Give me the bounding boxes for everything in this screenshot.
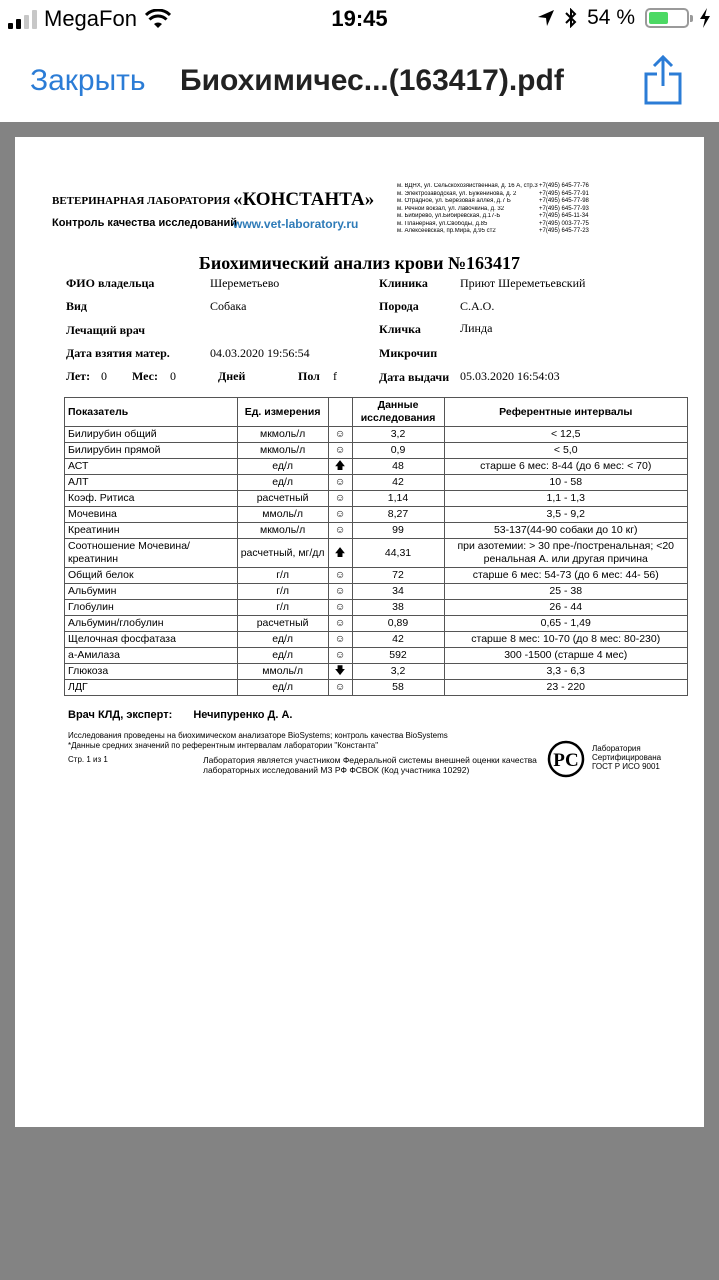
pdf-page (15, 137, 704, 1127)
months-value: 0 (170, 369, 176, 383)
reference-note: *Данные средних значений по референтным интервалам лаборатории "Константа" (68, 741, 379, 750)
reference-cell: 3,3 - 6,3 (444, 664, 688, 680)
units-cell: расчетный (237, 491, 328, 507)
header-reference: Референтные интервалы (444, 398, 688, 427)
reference-cell: старше 6 мес: 54-73 (до 6 мес: 44- 56) (444, 568, 688, 584)
document-title: Биохимичес...(163417).pdf (180, 64, 564, 97)
chip-label: Микрочип (379, 346, 438, 360)
indicator-cell: Билирубин прямой (65, 443, 238, 459)
lab-name: «КОНСТАНТА» (233, 189, 375, 210)
page-number: Стр. 1 из 1 (68, 755, 108, 764)
contact-phone: +7(495) 003-77-75 (539, 220, 589, 227)
contact-row (397, 206, 589, 214)
indicator-cell: Коэф. Ритиса (65, 491, 238, 507)
indicator-cell: а-Амилаза (65, 648, 238, 664)
result-cell: 0,89 (352, 616, 444, 632)
status-bar (0, 0, 719, 40)
cert-line-2: Сертифицирована (592, 753, 662, 762)
table-row (65, 632, 688, 648)
reference-cell: 53-137(44-90 собаки до 10 кг) (444, 523, 688, 539)
svg-text:РС: РС (553, 750, 579, 771)
units-cell: ед/л (237, 680, 328, 696)
reference-cell: 1,1 - 1,3 (444, 491, 688, 507)
charging-bolt-icon (699, 8, 711, 28)
bluetooth-icon (565, 8, 577, 28)
indicator-cell: Мочевина (65, 507, 238, 523)
indicator-cell: Альбумин/глобулин (65, 616, 238, 632)
indicator-cell: ЛДГ (65, 680, 238, 696)
units-cell: ед/л (237, 632, 328, 648)
flag-icon: ☺ (328, 491, 352, 507)
indicator-cell: АЛТ (65, 475, 238, 491)
flag-icon: ☺ (328, 632, 352, 648)
close-button[interactable]: Закрыть (30, 64, 146, 97)
indicator-cell: Креатинин (65, 523, 238, 539)
contact-row (397, 198, 589, 206)
flag-icon: 🡇 (328, 664, 352, 680)
issue-date-value: 05.03.2020 16:54:03 (460, 369, 560, 383)
result-cell: 42 (352, 475, 444, 491)
units-cell: ммоль/л (237, 507, 328, 523)
lab-title: ВЕТЕРИНАРНАЯ ЛАБОРАТОРИЯ (52, 195, 231, 207)
contact-row (397, 191, 589, 199)
indicator-cell: Билирубин общий (65, 427, 238, 443)
result-cell: 72 (352, 568, 444, 584)
months-label: Мес: (132, 369, 158, 383)
lab-subtitle: Контроль качества исследований (52, 217, 238, 229)
participation-line-1: Лаборатория является участником Федеральной системы внешней оценки качества (203, 755, 537, 765)
contact-row (397, 221, 589, 229)
clinic-label: Клиника (379, 276, 428, 290)
reference-cell: старше 8 мес: 10-70 (до 8 мес: 80-230) (444, 632, 688, 648)
indicator-cell: Глюкоза (65, 664, 238, 680)
battery-percent: 54 % (587, 6, 635, 29)
indicator-cell: Соотношение Мочевина/креатинин (65, 539, 238, 568)
flag-icon: ☺ (328, 523, 352, 539)
result-cell: 99 (352, 523, 444, 539)
reference-cell: 0,65 - 1,49 (444, 616, 688, 632)
result-cell: 0,9 (352, 443, 444, 459)
units-cell: расчетный, мг/дл (237, 539, 328, 568)
header-units: Ед. измерения (237, 398, 328, 427)
contact-row (397, 228, 589, 236)
contact-address: м. Планерная, ул.Свободы, д.85 (397, 220, 488, 227)
table-row (65, 523, 688, 539)
contact-address: м. Бибирево, ул.Бибиревская, д.17-Б (397, 213, 501, 219)
vet-label: Лечащий врач (66, 323, 146, 337)
sample-date-value: 04.03.2020 19:56:54 (210, 346, 310, 360)
contact-phone: +7(495) 645-77-91 (539, 190, 589, 197)
indicator-cell: АСТ (65, 459, 238, 475)
contact-address: м. Электрозаводская, ул. Бужениновa, д. 2 (397, 190, 517, 197)
table-row (65, 491, 688, 507)
doctor-label: Врач КЛД, эксперт: (68, 709, 173, 721)
units-cell: г/л (237, 600, 328, 616)
reference-cell: 25 - 38 (444, 584, 688, 600)
nickname-label: Кличка (379, 322, 421, 336)
result-cell: 42 (352, 632, 444, 648)
table-row (65, 427, 688, 443)
table-row (65, 648, 688, 664)
contact-address: м. Отрадное, ул. Берёзовая аллея, д.7 Б (397, 198, 511, 204)
flag-icon: 🡅 (328, 459, 352, 475)
contact-row (397, 183, 589, 191)
owner-label: ФИО владельца (66, 276, 155, 290)
flag-icon: ☺ (328, 568, 352, 584)
participation-line-2: лабораторных исследований МЗ РФ ФСВОК (Код участника 10292) (203, 765, 470, 775)
table-row (65, 680, 688, 696)
result-cell: 44,31 (352, 539, 444, 568)
contact-address: м. Речной вокзал, ул. Лавочкина, д. 32 (397, 205, 505, 212)
report-title: Биохимический анализ крови №163417 (198, 253, 521, 273)
battery-icon (645, 8, 689, 28)
result-cell: 58 (352, 680, 444, 696)
result-cell: 48 (352, 459, 444, 475)
status-right (537, 6, 711, 30)
reference-cell: при азотемии: > 30 пре-/постренальная; <20 ренальная А. или другая причина (444, 539, 688, 568)
flag-icon: ☺ (328, 648, 352, 664)
certification-logo (546, 740, 588, 778)
species-label: Вид (66, 299, 87, 313)
indicator-cell: Общий белок (65, 568, 238, 584)
cert-line-3: ГОСТ Р ИСО 9001 (592, 762, 660, 771)
share-icon[interactable] (643, 54, 683, 106)
result-cell: 1,14 (352, 491, 444, 507)
nav-bar (0, 40, 719, 122)
years-value: 0 (101, 369, 107, 383)
contact-phone: +7(495) 645-77-76 (539, 183, 589, 189)
table-row (65, 600, 688, 616)
reference-cell: 23 - 220 (444, 680, 688, 696)
battery-fill (649, 12, 668, 24)
result-cell: 34 (352, 584, 444, 600)
pdf-viewer[interactable] (0, 122, 719, 1280)
sex-value: f (333, 369, 337, 383)
sample-date-label: Дата взятия матер. (66, 346, 170, 360)
reference-cell: старше 6 мес: 8-44 (до 6 мес: < 70) (444, 459, 688, 475)
units-cell: мкмоль/л (237, 523, 328, 539)
table-row (65, 568, 688, 584)
reference-cell: 3,5 - 9,2 (444, 507, 688, 523)
location-arrow-icon (537, 9, 555, 27)
days-label: Дней (218, 369, 246, 383)
reference-cell: 26 - 44 (444, 600, 688, 616)
indicator-cell: Щелочная фосфатаза (65, 632, 238, 648)
header-flag (328, 398, 352, 427)
table-row (65, 507, 688, 523)
flag-icon: ☺ (328, 427, 352, 443)
flag-icon: ☺ (328, 600, 352, 616)
clock: 19:45 (331, 6, 388, 31)
breed-label: Порода (379, 299, 419, 313)
contact-row (397, 213, 589, 221)
contact-address: м. Алексеевская, пр.Мира, д.95 ст2 (397, 228, 496, 234)
result-cell: 8,27 (352, 507, 444, 523)
table-row (65, 443, 688, 459)
flag-icon: ☺ (328, 680, 352, 696)
species-value: Собака (210, 299, 247, 313)
flag-icon: ☺ (328, 616, 352, 632)
header-result: Данные исследования (352, 398, 444, 427)
contact-address: м. ВДНХ, ул. Сельскохозяйственная, д. 16 А, стр.3 (397, 183, 538, 189)
units-cell: ед/л (237, 648, 328, 664)
result-cell: 3,2 (352, 427, 444, 443)
contact-phone: +7(495) 645-11-34 (539, 213, 589, 219)
issue-date-label: Дата выдачи (379, 370, 450, 384)
table-row (65, 459, 688, 475)
table-header-row (65, 398, 688, 427)
flag-icon: ☺ (328, 443, 352, 459)
units-cell: мкмоль/л (237, 427, 328, 443)
units-cell: расчетный (237, 616, 328, 632)
header-indicator: Показатель (65, 398, 238, 427)
contact-phone: +7(495) 645-77-93 (539, 205, 589, 212)
units-cell: г/л (237, 584, 328, 600)
flag-icon: ☺ (328, 475, 352, 491)
units-cell: ед/л (237, 459, 328, 475)
contact-phone: +7(495) 645-77-23 (539, 228, 589, 234)
doctor-name: Нечипуренко Д. А. (193, 709, 293, 721)
clinic-value: Приют Шереметьевский (460, 276, 586, 290)
flag-icon: 🡅 (328, 539, 352, 568)
table-body (65, 427, 688, 696)
indicator-cell: Альбумин (65, 584, 238, 600)
result-cell: 38 (352, 600, 444, 616)
reference-cell: < 5,0 (444, 443, 688, 459)
sex-label: Пол (298, 369, 320, 383)
table-row (65, 584, 688, 600)
owner-value: Шереметьево (210, 276, 280, 290)
nickname-value: Линда (460, 321, 493, 335)
cert-line-1: Лаборатория (592, 744, 641, 753)
carrier-name: MegaFon (44, 6, 137, 31)
years-label: Лет: (66, 369, 91, 383)
units-cell: ммоль/л (237, 664, 328, 680)
table-row (65, 539, 688, 568)
certification-text (592, 744, 661, 771)
flag-icon: ☺ (328, 507, 352, 523)
units-cell: мкмоль/л (237, 443, 328, 459)
indicator-cell: Глобулин (65, 600, 238, 616)
table-row (65, 616, 688, 632)
lab-website: www.vet-laboratory.ru (233, 217, 359, 231)
table-row (65, 664, 688, 680)
table-row (65, 475, 688, 491)
results-table (64, 397, 688, 696)
reference-cell: < 12,5 (444, 427, 688, 443)
units-cell: ед/л (237, 475, 328, 491)
contact-phone: +7(495) 645-77-98 (539, 198, 589, 204)
doctor-line (68, 709, 292, 721)
analyzer-note: Исследования проведены на биохимическом анализаторе BioSystems; контроль качества BioSystems (68, 731, 448, 740)
result-cell: 3,2 (352, 664, 444, 680)
reference-cell: 10 - 58 (444, 475, 688, 491)
result-cell: 592 (352, 648, 444, 664)
breed-value: С.А.О. (460, 299, 495, 313)
flag-icon: ☺ (328, 584, 352, 600)
reference-cell: 300 -1500 (старше 4 мес) (444, 648, 688, 664)
lab-contacts (397, 183, 589, 236)
units-cell: г/л (237, 568, 328, 584)
